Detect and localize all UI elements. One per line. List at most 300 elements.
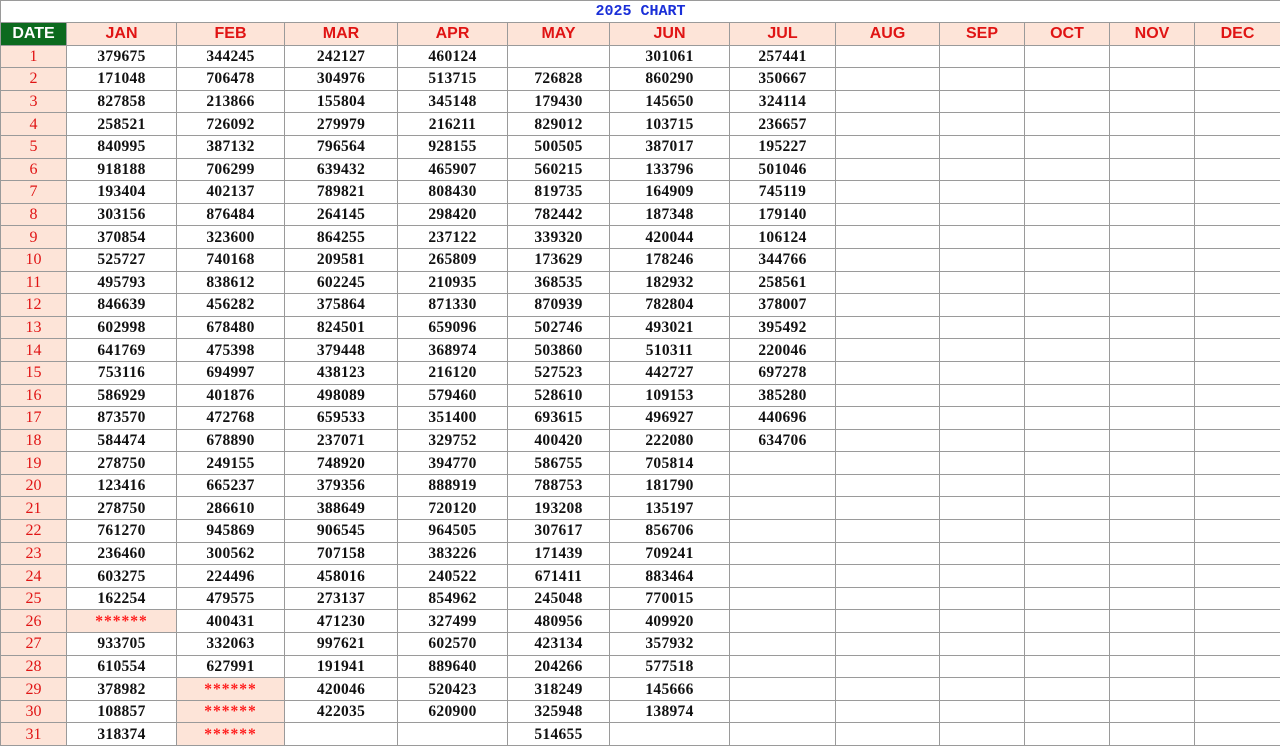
value-cell-jul[interactable]	[730, 474, 836, 497]
value-cell-jun[interactable]: 135197	[610, 497, 730, 520]
value-cell-jun[interactable]: 856706	[610, 520, 730, 543]
value-cell-aug[interactable]	[836, 68, 940, 91]
value-cell-apr[interactable]: 298420	[398, 203, 508, 226]
value-cell-nov[interactable]	[1110, 45, 1195, 68]
value-cell-jun[interactable]: 883464	[610, 565, 730, 588]
value-cell-jan[interactable]: 318374	[67, 723, 177, 746]
value-cell-jan[interactable]: 123416	[67, 474, 177, 497]
value-cell-sep[interactable]	[940, 700, 1025, 723]
value-cell-jul[interactable]: 745119	[730, 181, 836, 204]
value-cell-apr[interactable]: 871330	[398, 294, 508, 317]
value-cell-jul[interactable]	[730, 497, 836, 520]
value-cell-jan[interactable]: 378982	[67, 678, 177, 701]
value-cell-oct[interactable]	[1025, 294, 1110, 317]
value-cell-may[interactable]: 368535	[508, 271, 610, 294]
date-cell[interactable]: 4	[1, 113, 67, 136]
month-header-jul[interactable]: JUL	[730, 23, 836, 46]
value-cell-may[interactable]: 726828	[508, 68, 610, 91]
value-cell-mar[interactable]: 639432	[285, 158, 398, 181]
value-cell-may[interactable]: 503860	[508, 339, 610, 362]
value-cell-jun[interactable]	[610, 723, 730, 746]
value-cell-apr[interactable]: 520423	[398, 678, 508, 701]
value-cell-apr[interactable]: 345148	[398, 90, 508, 113]
value-cell-nov[interactable]	[1110, 135, 1195, 158]
date-cell[interactable]: 3	[1, 90, 67, 113]
value-cell-aug[interactable]	[836, 271, 940, 294]
date-cell[interactable]: 31	[1, 723, 67, 746]
value-cell-sep[interactable]	[940, 158, 1025, 181]
value-cell-jul[interactable]: 106124	[730, 226, 836, 249]
value-cell-feb[interactable]: 740168	[177, 248, 285, 271]
value-cell-mar[interactable]: 375864	[285, 294, 398, 317]
value-cell-jul[interactable]	[730, 452, 836, 475]
value-cell-oct[interactable]	[1025, 181, 1110, 204]
value-cell-aug[interactable]	[836, 474, 940, 497]
value-cell-may[interactable]: 514655	[508, 723, 610, 746]
value-cell-feb[interactable]: 323600	[177, 226, 285, 249]
value-cell-apr[interactable]: 329752	[398, 429, 508, 452]
value-cell-sep[interactable]	[940, 452, 1025, 475]
value-cell-feb[interactable]: 694997	[177, 361, 285, 384]
value-cell-mar[interactable]: 471230	[285, 610, 398, 633]
value-cell-feb[interactable]: 387132	[177, 135, 285, 158]
value-cell-feb[interactable]: 400431	[177, 610, 285, 633]
value-cell-jul[interactable]	[730, 610, 836, 633]
value-cell-may[interactable]: 400420	[508, 429, 610, 452]
value-cell-sep[interactable]	[940, 361, 1025, 384]
value-cell-feb[interactable]: ******	[177, 723, 285, 746]
value-cell-dec[interactable]	[1195, 407, 1280, 430]
value-cell-nov[interactable]	[1110, 113, 1195, 136]
value-cell-aug[interactable]	[836, 135, 940, 158]
value-cell-mar[interactable]: 379448	[285, 339, 398, 362]
value-cell-oct[interactable]	[1025, 678, 1110, 701]
value-cell-mar[interactable]: 242127	[285, 45, 398, 68]
value-cell-may[interactable]: 339320	[508, 226, 610, 249]
value-cell-jan[interactable]: 162254	[67, 587, 177, 610]
value-cell-sep[interactable]	[940, 271, 1025, 294]
value-cell-jan[interactable]: 586929	[67, 384, 177, 407]
value-cell-mar[interactable]: 422035	[285, 700, 398, 723]
value-cell-dec[interactable]	[1195, 655, 1280, 678]
value-cell-jan[interactable]: 258521	[67, 113, 177, 136]
value-cell-sep[interactable]	[940, 633, 1025, 656]
value-cell-oct[interactable]	[1025, 429, 1110, 452]
value-cell-apr[interactable]: 394770	[398, 452, 508, 475]
value-cell-oct[interactable]	[1025, 587, 1110, 610]
value-cell-may[interactable]: 528610	[508, 384, 610, 407]
value-cell-dec[interactable]	[1195, 158, 1280, 181]
value-cell-jan[interactable]: 108857	[67, 700, 177, 723]
value-cell-mar[interactable]: 379356	[285, 474, 398, 497]
value-cell-may[interactable]: 693615	[508, 407, 610, 430]
value-cell-nov[interactable]	[1110, 429, 1195, 452]
value-cell-nov[interactable]	[1110, 158, 1195, 181]
value-cell-mar[interactable]: 304976	[285, 68, 398, 91]
value-cell-jul[interactable]: 258561	[730, 271, 836, 294]
value-cell-jan[interactable]: 495793	[67, 271, 177, 294]
value-cell-sep[interactable]	[940, 68, 1025, 91]
value-cell-aug[interactable]	[836, 633, 940, 656]
value-cell-apr[interactable]: 854962	[398, 587, 508, 610]
value-cell-aug[interactable]	[836, 678, 940, 701]
month-header-dec[interactable]: DEC	[1195, 23, 1280, 46]
value-cell-jun[interactable]: 178246	[610, 248, 730, 271]
date-cell[interactable]: 16	[1, 384, 67, 407]
date-cell[interactable]: 30	[1, 700, 67, 723]
value-cell-apr[interactable]: 460124	[398, 45, 508, 68]
value-cell-aug[interactable]	[836, 226, 940, 249]
month-header-jun[interactable]: JUN	[610, 23, 730, 46]
value-cell-jun[interactable]: 782804	[610, 294, 730, 317]
value-cell-nov[interactable]	[1110, 361, 1195, 384]
value-cell-jun[interactable]: 164909	[610, 181, 730, 204]
value-cell-jan[interactable]: 602998	[67, 316, 177, 339]
date-cell[interactable]: 14	[1, 339, 67, 362]
value-cell-oct[interactable]	[1025, 203, 1110, 226]
value-cell-mar[interactable]: 155804	[285, 90, 398, 113]
date-cell[interactable]: 11	[1, 271, 67, 294]
value-cell-feb[interactable]: 479575	[177, 587, 285, 610]
date-cell[interactable]: 27	[1, 633, 67, 656]
value-cell-sep[interactable]	[940, 520, 1025, 543]
value-cell-jul[interactable]	[730, 587, 836, 610]
value-cell-dec[interactable]	[1195, 633, 1280, 656]
value-cell-jun[interactable]: 709241	[610, 542, 730, 565]
value-cell-apr[interactable]: 327499	[398, 610, 508, 633]
value-cell-apr[interactable]: 265809	[398, 248, 508, 271]
value-cell-oct[interactable]	[1025, 520, 1110, 543]
value-cell-sep[interactable]	[940, 316, 1025, 339]
value-cell-mar[interactable]: 602245	[285, 271, 398, 294]
value-cell-jun[interactable]: 109153	[610, 384, 730, 407]
value-cell-apr[interactable]: 240522	[398, 565, 508, 588]
value-cell-sep[interactable]	[940, 384, 1025, 407]
value-cell-apr[interactable]: 210935	[398, 271, 508, 294]
value-cell-jul[interactable]	[730, 520, 836, 543]
date-column-header[interactable]: DATE	[1, 23, 67, 46]
value-cell-jul[interactable]: 257441	[730, 45, 836, 68]
value-cell-oct[interactable]	[1025, 384, 1110, 407]
value-cell-jan[interactable]: 236460	[67, 542, 177, 565]
value-cell-jul[interactable]: 236657	[730, 113, 836, 136]
date-cell[interactable]: 12	[1, 294, 67, 317]
value-cell-apr[interactable]: 928155	[398, 135, 508, 158]
value-cell-jan[interactable]: 603275	[67, 565, 177, 588]
value-cell-feb[interactable]: 332063	[177, 633, 285, 656]
value-cell-sep[interactable]	[940, 90, 1025, 113]
date-cell[interactable]: 15	[1, 361, 67, 384]
date-cell[interactable]: 25	[1, 587, 67, 610]
value-cell-sep[interactable]	[940, 45, 1025, 68]
value-cell-jan[interactable]: 525727	[67, 248, 177, 271]
value-cell-sep[interactable]	[940, 294, 1025, 317]
value-cell-dec[interactable]	[1195, 610, 1280, 633]
value-cell-dec[interactable]	[1195, 678, 1280, 701]
value-cell-apr[interactable]: 720120	[398, 497, 508, 520]
value-cell-dec[interactable]	[1195, 294, 1280, 317]
value-cell-oct[interactable]	[1025, 226, 1110, 249]
value-cell-sep[interactable]	[940, 407, 1025, 430]
date-cell[interactable]: 7	[1, 181, 67, 204]
value-cell-may[interactable]: 173629	[508, 248, 610, 271]
value-cell-feb[interactable]: 945869	[177, 520, 285, 543]
value-cell-jul[interactable]: 697278	[730, 361, 836, 384]
value-cell-jul[interactable]: 501046	[730, 158, 836, 181]
value-cell-jan[interactable]: ******	[67, 610, 177, 633]
value-cell-sep[interactable]	[940, 203, 1025, 226]
value-cell-nov[interactable]	[1110, 497, 1195, 520]
value-cell-dec[interactable]	[1195, 700, 1280, 723]
value-cell-apr[interactable]: 368974	[398, 339, 508, 362]
value-cell-oct[interactable]	[1025, 633, 1110, 656]
value-cell-mar[interactable]: 707158	[285, 542, 398, 565]
value-cell-nov[interactable]	[1110, 565, 1195, 588]
value-cell-oct[interactable]	[1025, 90, 1110, 113]
value-cell-apr[interactable]: 964505	[398, 520, 508, 543]
value-cell-jul[interactable]: 324114	[730, 90, 836, 113]
value-cell-dec[interactable]	[1195, 271, 1280, 294]
value-cell-feb[interactable]: ******	[177, 678, 285, 701]
value-cell-oct[interactable]	[1025, 565, 1110, 588]
value-cell-aug[interactable]	[836, 723, 940, 746]
value-cell-oct[interactable]	[1025, 452, 1110, 475]
value-cell-apr[interactable]: 889640	[398, 655, 508, 678]
value-cell-apr[interactable]: 465907	[398, 158, 508, 181]
value-cell-apr[interactable]: 579460	[398, 384, 508, 407]
value-cell-dec[interactable]	[1195, 565, 1280, 588]
date-cell[interactable]: 8	[1, 203, 67, 226]
date-cell[interactable]: 24	[1, 565, 67, 588]
value-cell-dec[interactable]	[1195, 203, 1280, 226]
value-cell-jan[interactable]: 753116	[67, 361, 177, 384]
value-cell-dec[interactable]	[1195, 542, 1280, 565]
value-cell-mar[interactable]: 438123	[285, 361, 398, 384]
value-cell-mar[interactable]: 264145	[285, 203, 398, 226]
value-cell-dec[interactable]	[1195, 474, 1280, 497]
value-cell-apr[interactable]: 351400	[398, 407, 508, 430]
value-cell-oct[interactable]	[1025, 407, 1110, 430]
value-cell-jul[interactable]: 220046	[730, 339, 836, 362]
value-cell-jul[interactable]	[730, 700, 836, 723]
value-cell-jan[interactable]: 846639	[67, 294, 177, 317]
value-cell-dec[interactable]	[1195, 90, 1280, 113]
value-cell-nov[interactable]	[1110, 203, 1195, 226]
value-cell-may[interactable]: 245048	[508, 587, 610, 610]
value-cell-jul[interactable]: 634706	[730, 429, 836, 452]
value-cell-feb[interactable]: ******	[177, 700, 285, 723]
value-cell-oct[interactable]	[1025, 361, 1110, 384]
value-cell-jun[interactable]: 222080	[610, 429, 730, 452]
value-cell-nov[interactable]	[1110, 407, 1195, 430]
value-cell-aug[interactable]	[836, 203, 940, 226]
value-cell-oct[interactable]	[1025, 113, 1110, 136]
value-cell-dec[interactable]	[1195, 181, 1280, 204]
value-cell-jan[interactable]: 610554	[67, 655, 177, 678]
value-cell-mar[interactable]: 273137	[285, 587, 398, 610]
month-header-feb[interactable]: FEB	[177, 23, 285, 46]
value-cell-jun[interactable]: 705814	[610, 452, 730, 475]
value-cell-feb[interactable]: 627991	[177, 655, 285, 678]
value-cell-mar[interactable]: 748920	[285, 452, 398, 475]
value-cell-sep[interactable]	[940, 181, 1025, 204]
value-cell-nov[interactable]	[1110, 181, 1195, 204]
value-cell-oct[interactable]	[1025, 497, 1110, 520]
value-cell-aug[interactable]	[836, 542, 940, 565]
value-cell-aug[interactable]	[836, 700, 940, 723]
value-cell-sep[interactable]	[940, 587, 1025, 610]
value-cell-jul[interactable]	[730, 633, 836, 656]
value-cell-may[interactable]: 171439	[508, 542, 610, 565]
value-cell-may[interactable]: 480956	[508, 610, 610, 633]
value-cell-sep[interactable]	[940, 226, 1025, 249]
value-cell-jan[interactable]: 303156	[67, 203, 177, 226]
value-cell-jun[interactable]: 409920	[610, 610, 730, 633]
value-cell-jan[interactable]: 278750	[67, 452, 177, 475]
value-cell-sep[interactable]	[940, 542, 1025, 565]
value-cell-sep[interactable]	[940, 474, 1025, 497]
value-cell-aug[interactable]	[836, 248, 940, 271]
value-cell-feb[interactable]: 475398	[177, 339, 285, 362]
value-cell-jan[interactable]: 584474	[67, 429, 177, 452]
value-cell-nov[interactable]	[1110, 90, 1195, 113]
value-cell-dec[interactable]	[1195, 248, 1280, 271]
value-cell-oct[interactable]	[1025, 248, 1110, 271]
month-header-jan[interactable]: JAN	[67, 23, 177, 46]
value-cell-jul[interactable]: 395492	[730, 316, 836, 339]
value-cell-nov[interactable]	[1110, 248, 1195, 271]
value-cell-jul[interactable]	[730, 723, 836, 746]
value-cell-feb[interactable]: 402137	[177, 181, 285, 204]
value-cell-dec[interactable]	[1195, 520, 1280, 543]
value-cell-aug[interactable]	[836, 452, 940, 475]
value-cell-jan[interactable]: 193404	[67, 181, 177, 204]
value-cell-feb[interactable]: 876484	[177, 203, 285, 226]
value-cell-oct[interactable]	[1025, 339, 1110, 362]
value-cell-may[interactable]: 819735	[508, 181, 610, 204]
value-cell-dec[interactable]	[1195, 361, 1280, 384]
value-cell-dec[interactable]	[1195, 452, 1280, 475]
value-cell-jan[interactable]: 641769	[67, 339, 177, 362]
value-cell-may[interactable]: 671411	[508, 565, 610, 588]
value-cell-nov[interactable]	[1110, 226, 1195, 249]
date-cell[interactable]: 2	[1, 68, 67, 91]
value-cell-jul[interactable]	[730, 542, 836, 565]
value-cell-jun[interactable]: 420044	[610, 226, 730, 249]
value-cell-mar[interactable]: 279979	[285, 113, 398, 136]
value-cell-aug[interactable]	[836, 158, 940, 181]
value-cell-may[interactable]	[508, 45, 610, 68]
value-cell-may[interactable]: 788753	[508, 474, 610, 497]
value-cell-nov[interactable]	[1110, 384, 1195, 407]
value-cell-oct[interactable]	[1025, 700, 1110, 723]
value-cell-jul[interactable]: 195227	[730, 135, 836, 158]
value-cell-jun[interactable]: 387017	[610, 135, 730, 158]
value-cell-jun[interactable]: 493021	[610, 316, 730, 339]
value-cell-mar[interactable]: 659533	[285, 407, 398, 430]
value-cell-feb[interactable]: 224496	[177, 565, 285, 588]
value-cell-sep[interactable]	[940, 610, 1025, 633]
value-cell-mar[interactable]: 458016	[285, 565, 398, 588]
date-cell[interactable]: 6	[1, 158, 67, 181]
value-cell-nov[interactable]	[1110, 474, 1195, 497]
value-cell-nov[interactable]	[1110, 700, 1195, 723]
value-cell-jun[interactable]: 187348	[610, 203, 730, 226]
value-cell-sep[interactable]	[940, 497, 1025, 520]
value-cell-nov[interactable]	[1110, 542, 1195, 565]
month-header-apr[interactable]: APR	[398, 23, 508, 46]
value-cell-oct[interactable]	[1025, 474, 1110, 497]
value-cell-nov[interactable]	[1110, 271, 1195, 294]
value-cell-mar[interactable]: 864255	[285, 226, 398, 249]
value-cell-jan[interactable]: 370854	[67, 226, 177, 249]
value-cell-aug[interactable]	[836, 90, 940, 113]
value-cell-dec[interactable]	[1195, 226, 1280, 249]
date-cell[interactable]: 20	[1, 474, 67, 497]
value-cell-jan[interactable]: 379675	[67, 45, 177, 68]
value-cell-oct[interactable]	[1025, 135, 1110, 158]
value-cell-sep[interactable]	[940, 678, 1025, 701]
value-cell-oct[interactable]	[1025, 655, 1110, 678]
value-cell-oct[interactable]	[1025, 542, 1110, 565]
value-cell-apr[interactable]: 216211	[398, 113, 508, 136]
value-cell-feb[interactable]: 706299	[177, 158, 285, 181]
value-cell-sep[interactable]	[940, 565, 1025, 588]
value-cell-nov[interactable]	[1110, 68, 1195, 91]
value-cell-oct[interactable]	[1025, 45, 1110, 68]
value-cell-feb[interactable]: 678890	[177, 429, 285, 452]
value-cell-aug[interactable]	[836, 565, 940, 588]
value-cell-dec[interactable]	[1195, 68, 1280, 91]
value-cell-jun[interactable]: 145650	[610, 90, 730, 113]
date-cell[interactable]: 10	[1, 248, 67, 271]
date-cell[interactable]: 1	[1, 45, 67, 68]
month-header-mar[interactable]: MAR	[285, 23, 398, 46]
date-cell[interactable]: 21	[1, 497, 67, 520]
value-cell-apr[interactable]: 808430	[398, 181, 508, 204]
value-cell-dec[interactable]	[1195, 429, 1280, 452]
value-cell-may[interactable]: 307617	[508, 520, 610, 543]
date-cell[interactable]: 9	[1, 226, 67, 249]
value-cell-may[interactable]: 829012	[508, 113, 610, 136]
value-cell-oct[interactable]	[1025, 316, 1110, 339]
value-cell-jan[interactable]: 933705	[67, 633, 177, 656]
value-cell-feb[interactable]: 678480	[177, 316, 285, 339]
value-cell-aug[interactable]	[836, 407, 940, 430]
value-cell-may[interactable]: 586755	[508, 452, 610, 475]
value-cell-apr[interactable]: 383226	[398, 542, 508, 565]
value-cell-aug[interactable]	[836, 610, 940, 633]
value-cell-jan[interactable]: 918188	[67, 158, 177, 181]
value-cell-apr[interactable]: 620900	[398, 700, 508, 723]
date-cell[interactable]: 13	[1, 316, 67, 339]
date-cell[interactable]: 17	[1, 407, 67, 430]
value-cell-feb[interactable]: 401876	[177, 384, 285, 407]
chart-title[interactable]: 2025 CHART	[1, 1, 1280, 23]
value-cell-aug[interactable]	[836, 316, 940, 339]
value-cell-jun[interactable]: 103715	[610, 113, 730, 136]
date-cell[interactable]: 28	[1, 655, 67, 678]
value-cell-jul[interactable]: 385280	[730, 384, 836, 407]
value-cell-may[interactable]: 500505	[508, 135, 610, 158]
value-cell-jul[interactable]	[730, 565, 836, 588]
value-cell-feb[interactable]: 665237	[177, 474, 285, 497]
value-cell-jun[interactable]: 138974	[610, 700, 730, 723]
value-cell-may[interactable]: 179430	[508, 90, 610, 113]
value-cell-jun[interactable]: 442727	[610, 361, 730, 384]
value-cell-jul[interactable]	[730, 678, 836, 701]
month-header-nov[interactable]: NOV	[1110, 23, 1195, 46]
